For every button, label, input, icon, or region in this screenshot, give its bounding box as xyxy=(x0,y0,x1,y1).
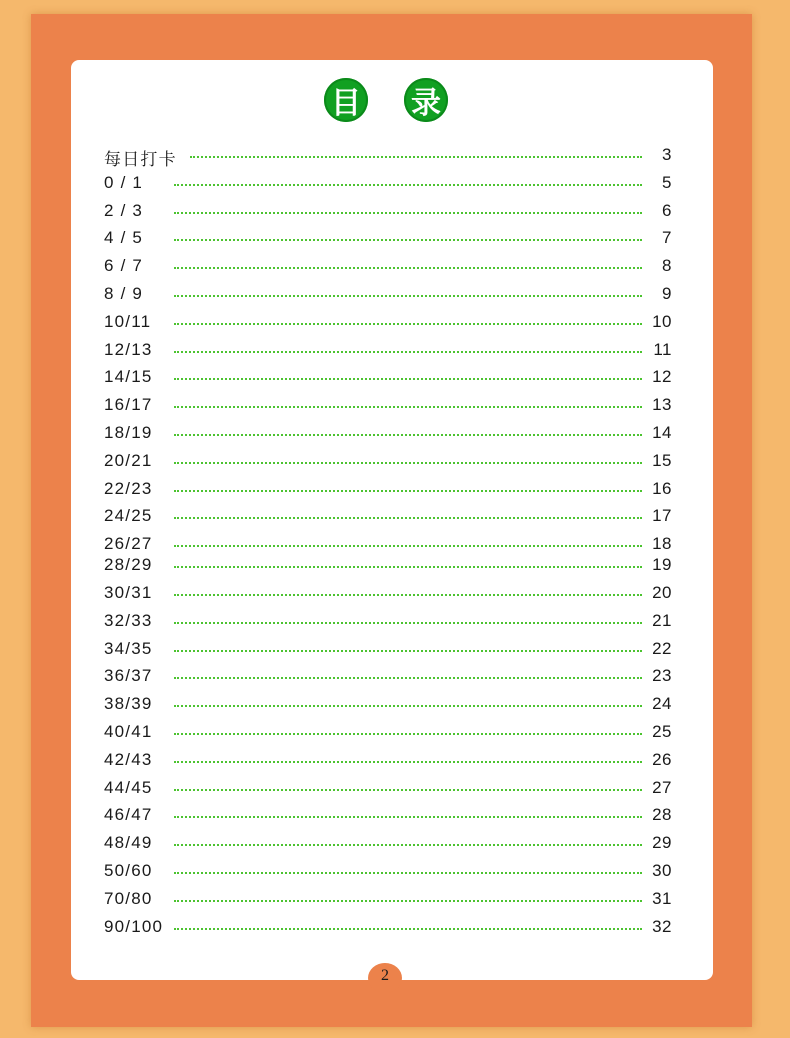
toc-dot-leader xyxy=(174,434,642,436)
toc-entry-page: 17 xyxy=(652,506,672,525)
toc-dot-leader xyxy=(174,650,642,652)
toc-entry-page: 28 xyxy=(652,805,672,824)
toc-entry-label: 26/27 xyxy=(104,534,153,553)
toc-dot-leader xyxy=(174,545,642,547)
toc-dot-leader xyxy=(174,733,642,735)
toc-entry-label: 24/25 xyxy=(104,506,153,525)
toc-entry-page: 7 xyxy=(662,228,672,247)
toc-entry-page: 23 xyxy=(652,666,672,685)
toc-entry[interactable] xyxy=(104,477,672,501)
toc-entry-label: 28/29 xyxy=(104,555,153,574)
page-number-badge: 2 xyxy=(368,963,402,993)
title-char-lu: 录 xyxy=(404,78,448,122)
toc-entry-label: 8 / 9 xyxy=(104,284,144,303)
toc-entry-label: 4 / 5 xyxy=(104,228,144,247)
toc-dot-leader xyxy=(174,462,642,464)
toc-dot-leader xyxy=(174,323,642,325)
toc-entry[interactable] xyxy=(104,553,672,577)
toc-entry-page: 13 xyxy=(652,395,672,414)
toc-dot-leader xyxy=(190,156,642,158)
toc-dot-leader xyxy=(174,566,642,568)
toc-entry[interactable] xyxy=(104,720,672,744)
toc-entry-page: 25 xyxy=(652,722,672,741)
toc-entry-page: 14 xyxy=(652,423,672,442)
toc-dot-leader xyxy=(174,928,642,930)
toc-entry-page: 18 xyxy=(652,534,672,553)
toc-entry[interactable] xyxy=(104,254,672,278)
toc-entry-label: 50/60 xyxy=(104,861,153,880)
toc-entry-label: 16/17 xyxy=(104,395,153,414)
toc-dot-leader xyxy=(174,705,642,707)
toc-dot-leader xyxy=(174,816,642,818)
toc-dot-leader xyxy=(174,184,642,186)
toc-entry-page: 3 xyxy=(662,145,672,164)
title-char-mu: 目 xyxy=(324,78,368,122)
toc-dot-leader xyxy=(174,378,642,380)
toc-entry-page: 11 xyxy=(653,340,672,359)
toc-entry[interactable] xyxy=(104,199,672,223)
toc-entry-label: 36/37 xyxy=(104,666,153,685)
toc-entry-label: 32/33 xyxy=(104,611,153,630)
toc-entry-label: 每日打卡 xyxy=(104,150,177,169)
toc-entry-page: 16 xyxy=(652,479,672,498)
toc-entry-page: 10 xyxy=(652,312,672,331)
toc-entry-label: 18/19 xyxy=(104,423,153,442)
toc-entry-page: 5 xyxy=(662,173,672,192)
toc-entry[interactable] xyxy=(104,226,672,250)
toc-dot-leader xyxy=(174,677,642,679)
toc-entry[interactable] xyxy=(104,664,672,688)
toc-dot-leader xyxy=(174,872,642,874)
toc-dot-leader xyxy=(174,351,642,353)
toc-entry-label: 40/41 xyxy=(104,722,153,741)
toc-entry-page: 12 xyxy=(652,367,672,386)
toc-entry-page: 31 xyxy=(652,889,672,908)
toc-entry-page: 6 xyxy=(662,201,672,220)
toc-dot-leader xyxy=(174,267,642,269)
toc-dot-leader xyxy=(174,295,642,297)
toc-entry-page: 19 xyxy=(652,555,672,574)
toc-entry[interactable] xyxy=(104,504,672,528)
toc-dot-leader xyxy=(174,789,642,791)
toc-entry[interactable] xyxy=(104,421,672,445)
toc-entry[interactable] xyxy=(104,609,672,633)
table-of-contents xyxy=(104,143,672,943)
toc-entry-label: 20/21 xyxy=(104,451,153,470)
toc-entry-label: 2 / 3 xyxy=(104,201,144,220)
toc-entry[interactable] xyxy=(104,887,672,911)
toc-entry-page: 20 xyxy=(652,583,672,602)
toc-entry[interactable] xyxy=(104,915,672,939)
toc-entry-page: 29 xyxy=(652,833,672,852)
toc-entry[interactable] xyxy=(104,692,672,716)
toc-entry-label: 46/47 xyxy=(104,805,153,824)
toc-entry-label: 30/31 xyxy=(104,583,153,602)
toc-dot-leader xyxy=(174,622,642,624)
toc-entry-page: 22 xyxy=(652,639,672,658)
toc-entry[interactable] xyxy=(104,748,672,772)
toc-dot-leader xyxy=(174,239,642,241)
toc-entry[interactable] xyxy=(104,365,672,389)
toc-entry-page: 26 xyxy=(652,750,672,769)
toc-entry-label: 6 / 7 xyxy=(104,256,144,275)
toc-entry[interactable] xyxy=(104,776,672,800)
toc-entry-label: 44/45 xyxy=(104,778,153,797)
toc-entry[interactable] xyxy=(104,143,672,167)
toc-entry[interactable] xyxy=(104,171,672,195)
toc-entry-label: 22/23 xyxy=(104,479,153,498)
toc-entry[interactable] xyxy=(104,831,672,855)
toc-entry-page: 30 xyxy=(652,861,672,880)
toc-entry[interactable] xyxy=(104,310,672,334)
toc-dot-leader xyxy=(174,844,642,846)
toc-entry[interactable] xyxy=(104,393,672,417)
toc-entry-page: 27 xyxy=(652,778,672,797)
toc-dot-leader xyxy=(174,594,642,596)
toc-entry[interactable] xyxy=(104,637,672,661)
toc-entry-page: 24 xyxy=(652,694,672,713)
toc-entry-label: 90/100 xyxy=(104,917,164,936)
toc-entry-label: 34/35 xyxy=(104,639,153,658)
toc-entry-page: 32 xyxy=(652,917,672,936)
toc-entry[interactable] xyxy=(104,282,672,306)
toc-entry-label: 70/80 xyxy=(104,889,153,908)
toc-entry[interactable] xyxy=(104,581,672,605)
toc-entry[interactable] xyxy=(104,859,672,883)
toc-entry-page: 8 xyxy=(662,256,672,275)
toc-entry-page: 15 xyxy=(652,451,672,470)
toc-dot-leader xyxy=(174,212,642,214)
toc-entry-label: 42/43 xyxy=(104,750,153,769)
toc-entry-label: 12/13 xyxy=(104,340,153,359)
page-title xyxy=(0,78,790,126)
toc-dot-leader xyxy=(174,900,642,902)
toc-dot-leader xyxy=(174,490,642,492)
toc-entry-label: 38/39 xyxy=(104,694,153,713)
toc-entry[interactable] xyxy=(104,803,672,827)
toc-entry-label: 0 / 1 xyxy=(104,173,144,192)
toc-dot-leader xyxy=(174,406,642,408)
toc-entry[interactable] xyxy=(104,449,672,473)
toc-dot-leader xyxy=(174,517,642,519)
toc-entry-label: 10/11 xyxy=(104,312,152,331)
toc-entry[interactable] xyxy=(104,338,672,362)
toc-dot-leader xyxy=(174,761,642,763)
toc-entry-page: 21 xyxy=(652,611,672,630)
toc-entry-page: 9 xyxy=(662,284,672,303)
toc-entry-label: 48/49 xyxy=(104,833,153,852)
toc-entry-label: 14/15 xyxy=(104,367,153,386)
